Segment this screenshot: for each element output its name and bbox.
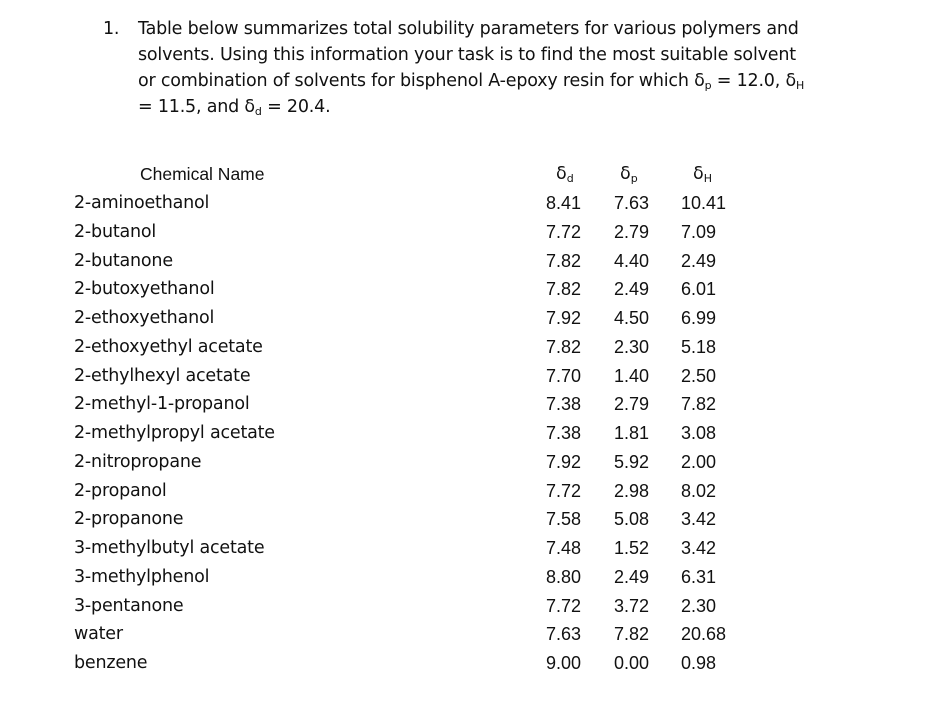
delta-d-cell: 7.58 [546, 509, 582, 530]
table-row [0, 189, 950, 217]
table-row [0, 592, 950, 620]
table-row [0, 333, 950, 361]
delta-p-cell: 2.49 [614, 279, 650, 300]
header-delta-h: $\delta_H$ [693, 164, 712, 185]
delta-h-cell: 7.82 [681, 394, 717, 415]
delta-h-cell: 3.42 [681, 509, 717, 530]
delta-p-cell: 4.40 [614, 250, 650, 271]
delta-d-cell: 7.92 [546, 451, 582, 472]
chemical-name-cell: 2-methylpropyl acetate [74, 423, 275, 443]
delta-h-cell: 6.99 [681, 308, 717, 328]
delta-p-cell: 4.50 [614, 308, 650, 328]
delta-d-cell: 7.72 [546, 480, 582, 501]
table-row [0, 563, 950, 591]
chemical-name-cell: 2-methyl-1-propanol [74, 394, 250, 415]
delta-p-cell: 2.49 [614, 566, 650, 587]
delta-d-cell: 8.41 [546, 193, 582, 213]
delta-p-cell: 3.72 [614, 595, 650, 616]
table-row [0, 247, 950, 275]
delta-h-cell: 2.50 [681, 365, 717, 386]
table-row [0, 649, 950, 677]
delta-h-cell: 20.68 [681, 624, 727, 645]
chemical-name-cell: 2-butanone [74, 250, 173, 271]
delta-h-cell: 2.49 [681, 250, 717, 271]
question-line-3 [138, 68, 903, 94]
delta-h-cell: 7.09 [681, 221, 717, 242]
delta-h-cell: 8.02 [681, 480, 717, 501]
table-row [0, 419, 950, 447]
chemical-name-cell: 2-nitropropane [74, 451, 202, 472]
delta-h-cell: 2.00 [681, 451, 717, 472]
question-line-4-suffix: = 20.4. [261, 97, 331, 117]
table-row [0, 448, 950, 476]
delta-p-cell: 2.79 [614, 394, 650, 415]
delta-p-cell: 1.52 [614, 538, 650, 558]
delta-d-cell: 7.70 [546, 365, 582, 386]
delta-h-cell: 6.31 [681, 566, 717, 587]
delta-d-cell: 8.80 [546, 566, 582, 587]
delta-h-cell: 5.18 [681, 336, 717, 357]
chemical-name-cell: 2-butanol [74, 221, 157, 242]
delta-p-cell: 0.00 [614, 653, 650, 673]
table-row [0, 362, 950, 390]
question-line-3-mid: = 12.0, δ [711, 71, 796, 91]
delta-d-subscript: d [254, 105, 262, 118]
chemical-name-cell: 2-propanone [74, 509, 184, 530]
delta-p-cell: 1.40 [614, 365, 650, 386]
delta-p-cell: 2.30 [614, 336, 650, 357]
table-row [0, 390, 950, 418]
delta-p-cell: 5.92 [614, 451, 650, 472]
question-line-1: Table below summarizes total solubility parameters for various polymers and [138, 19, 799, 39]
question-line-4-prefix: = 11.5, and δ [138, 97, 255, 117]
chemical-name-cell: 2-ethylhexyl acetate [74, 365, 251, 386]
delta-d-cell: 7.72 [546, 221, 582, 242]
question-block [103, 16, 903, 120]
delta-d-cell: 7.48 [546, 538, 582, 558]
chemical-name-cell: 2-ethoxyethanol [74, 308, 215, 328]
table-row [0, 304, 950, 332]
delta-p-cell: 7.82 [614, 624, 650, 645]
question-number: 1. [103, 19, 120, 39]
delta-p-cell: 2.79 [614, 221, 650, 242]
delta-h-cell: 6.01 [681, 279, 717, 300]
delta-p-subscript: p [704, 79, 712, 92]
question-line-4 [138, 94, 903, 120]
question-line-3-prefix: or combination of solvents for bisphenol A-epoxy resin for which δ [138, 71, 705, 91]
delta-p-cell: 5.08 [614, 509, 650, 530]
chemical-name-cell: 2-ethoxyethyl acetate [74, 336, 263, 357]
table-row [0, 275, 950, 303]
delta-d-cell: 7.38 [546, 423, 582, 443]
chemical-name-cell: 2-propanol [74, 480, 167, 501]
delta-d-cell: 7.92 [546, 308, 582, 328]
header-delta-p: $\delta_p$ [620, 164, 638, 185]
table-row [0, 477, 950, 505]
question-text [138, 16, 903, 120]
table-row [0, 534, 950, 562]
header-chemical-name: Chemical Name [140, 164, 265, 184]
delta-h-subscript: H [795, 79, 805, 92]
delta-p-cell: 1.81 [614, 423, 650, 443]
chemical-name-cell: 3-pentanone [74, 595, 184, 616]
delta-h-cell: 3.08 [681, 423, 717, 443]
delta-d-cell: 7.63 [546, 624, 582, 645]
table-row [0, 620, 950, 648]
delta-d-cell: 7.72 [546, 595, 582, 616]
delta-p-cell: 2.98 [614, 480, 650, 501]
chemical-name-cell: 2-butoxyethanol [74, 279, 215, 300]
question-line-2: solvents. Using this information your task is to find the most suitable solvent [138, 45, 796, 65]
chemical-name-cell: water [74, 624, 123, 645]
delta-h-cell: 0.98 [681, 653, 717, 673]
table-row [0, 218, 950, 246]
delta-h-cell: 3.42 [681, 538, 717, 558]
delta-h-cell: 10.41 [681, 193, 727, 213]
chemical-name-cell: benzene [74, 653, 148, 673]
table-header [0, 160, 950, 188]
table-row [0, 505, 950, 533]
delta-d-cell: 7.38 [546, 394, 582, 415]
delta-d-cell: 9.00 [546, 653, 582, 673]
header-delta-d: $\delta_d$ [556, 164, 574, 185]
delta-d-cell: 7.82 [546, 336, 582, 357]
chemical-name-cell: 2-aminoethanol [74, 193, 210, 213]
chemical-name-cell: 3-methylbutyl acetate [74, 538, 265, 558]
chemical-name-cell: 3-methylphenol [74, 566, 210, 587]
delta-h-cell: 2.30 [681, 595, 717, 616]
delta-d-cell: 7.82 [546, 279, 582, 300]
delta-d-cell: 7.82 [546, 250, 582, 271]
delta-p-cell: 7.63 [614, 193, 650, 213]
